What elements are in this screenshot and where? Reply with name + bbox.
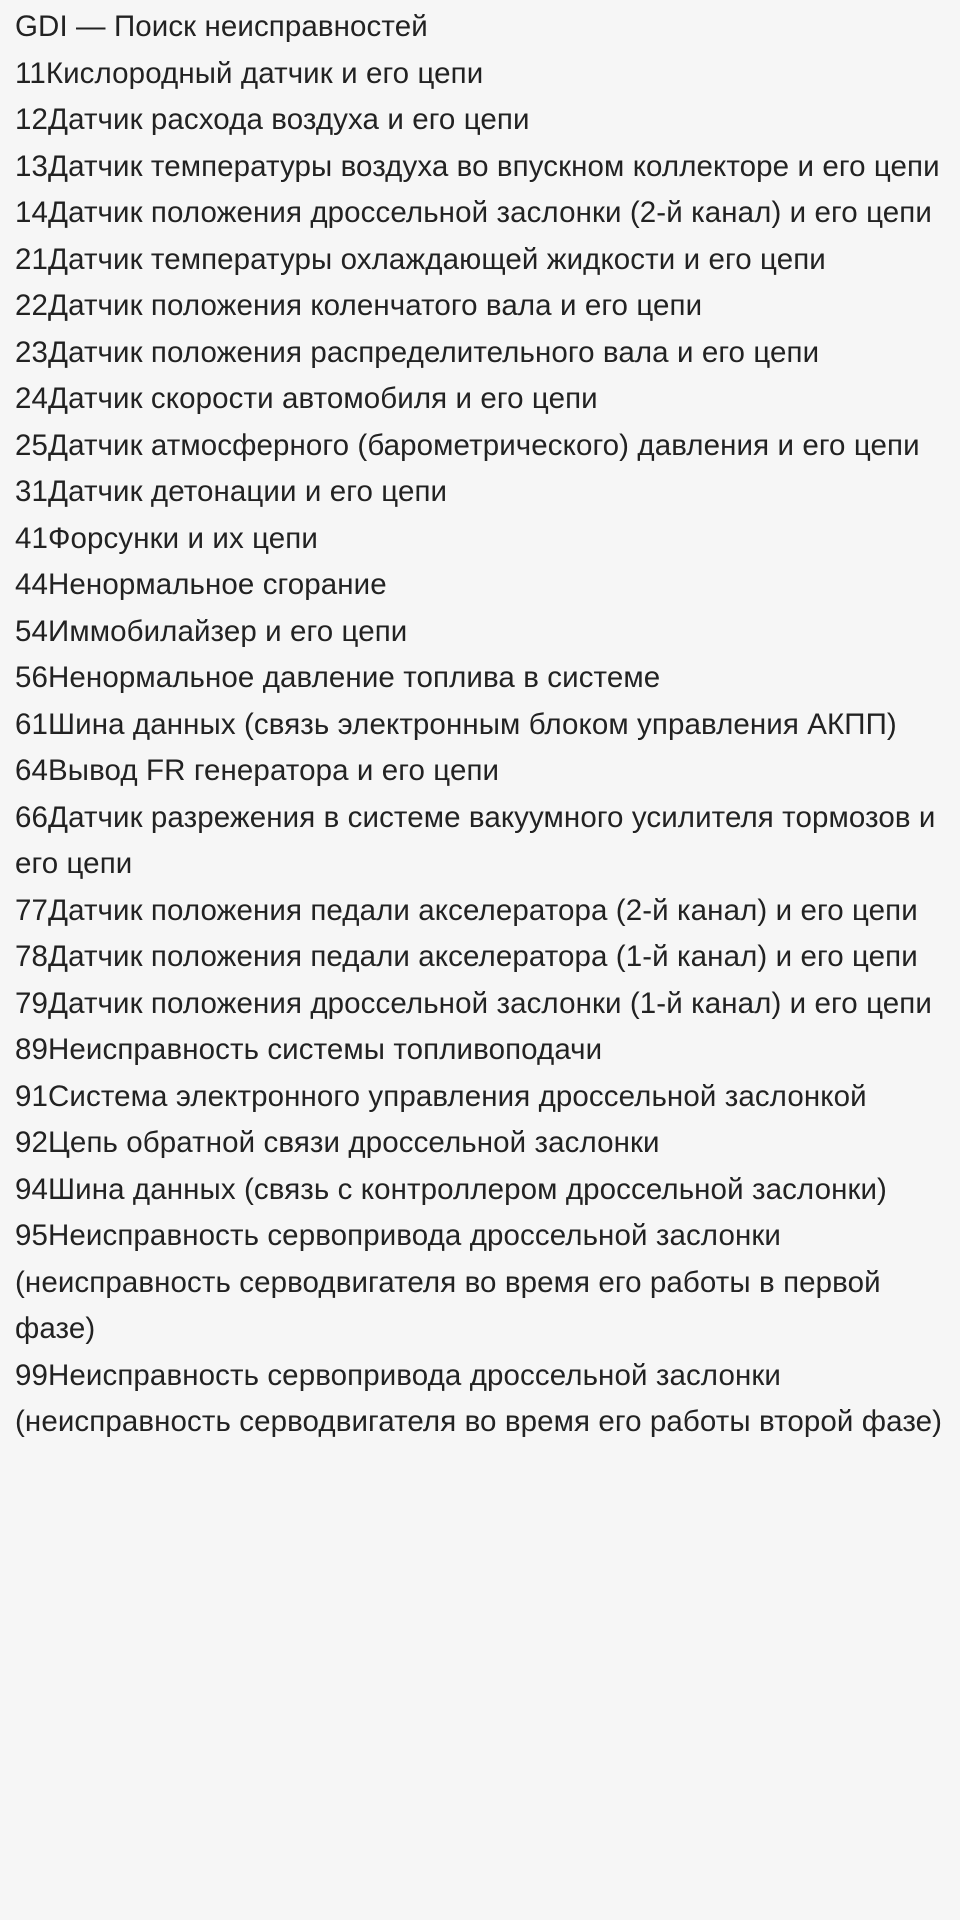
fault-code-entry: 94Шина данных (связь с контроллером дроссельной заслонки) [15, 1172, 887, 1206]
fault-code-entry: 14Датчик положения дроссельной заслонки (2-й канал) и его цепи [15, 196, 932, 229]
fault-code-entry: 61Шина данных (связь электронным блоком управления АКПП) [15, 707, 897, 741]
fault-code-entry: 79Датчик положения дроссельной заслонки (1-й канал) и его цепи [15, 986, 932, 1020]
fault-code-entry: 89Неисправность системы топливоподачи [15, 1033, 603, 1066]
fault-code-entry: 11Кислородный датчик и его цепи [15, 56, 484, 90]
fault-code-entry: 77Датчик положения педали акселератора (2-й канал) и его цепи [15, 893, 918, 927]
fault-code-entry: 21Датчик температуры охлаждающей жидкости и его цепи [15, 242, 826, 276]
fault-code-entry: 78Датчик положения педали акселератора (1-й канал) и его цепи [15, 940, 918, 973]
fault-code-entry: 99Неисправность сервопривода дроссельной заслонки (неисправность серводвигателя во время его работы второй фазе) [15, 1358, 943, 1438]
fault-code-entry: 25Датчик атмосферного (барометрического) давления и его цепи [15, 428, 920, 462]
fault-code-entry: 23Датчик положения распределительного вала и его цепи [15, 335, 820, 369]
fault-code-entry: 44Ненормальное сгорание [15, 568, 387, 601]
fault-code-entry: 31Датчик детонации и его цепи [15, 475, 448, 508]
fault-code-entry: 22Датчик положения коленчатого вала и его цепи [15, 289, 703, 322]
fault-code-entry: 24Датчик скорости автомобиля и его цепи [15, 382, 598, 415]
fault-code-entry: 92Цепь обратной связи дроссельной заслонки [15, 1126, 660, 1159]
fault-code-entry: 54Иммобилайзер и его цепи [15, 614, 408, 648]
fault-code-entry: 95Неисправность сервопривода дроссельной заслонки (неисправность серводвигателя во время его работы в первой фазе) [15, 1219, 881, 1345]
fault-code-entry: 41Форсунки и их цепи [15, 521, 318, 555]
fault-code-entry: 91Система электронного управления дроссельной заслонкой [15, 1079, 867, 1113]
fault-code-entry: 66Датчик разрежения в системе вакуумного усилителя тормозов и его цепи [15, 800, 936, 880]
document-title: GDI — Поиск неисправностей [15, 10, 428, 43]
fault-code-entry: 13Датчик температуры воздуха во впускном коллекторе и его цепи [15, 149, 940, 183]
fault-code-entry: 56Ненормальное давление топлива в системе [15, 661, 661, 694]
fault-code-entry: 64Вывод FR генератора и его цепи [15, 754, 500, 787]
fault-code-entry: 12Датчик расхода воздуха и его цепи [15, 103, 530, 136]
